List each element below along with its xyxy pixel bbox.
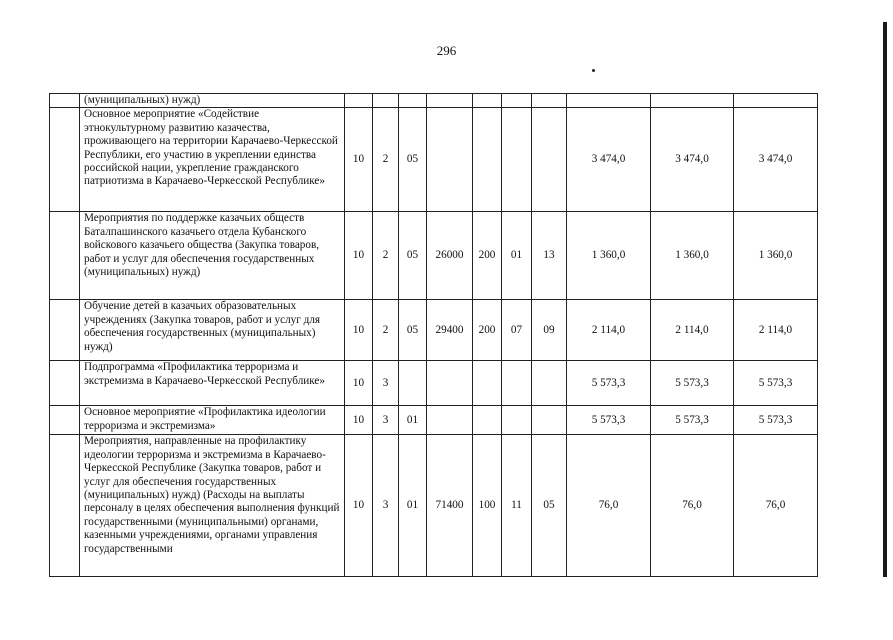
cell-cs1: 05	[399, 300, 427, 361]
cell-vr: 200	[473, 212, 502, 300]
cell-rz: 10	[345, 212, 373, 300]
cell-rz	[345, 94, 373, 108]
cell-y3: 76,0	[734, 435, 818, 577]
scan-edge-bar	[883, 22, 887, 577]
item-name-cell: Мероприятия, направленные на профилактику идеологии терроризма и экстремизма в Карачаево-Черкесской Республике (Закупка товаров, работ и услуг для обеспечения государственных (муниципальных) нужд) (Расходы на выплаты персоналу в целях обеспечения выполнения функций государственными (муниципальными) органами, казенными учреждениями, органами управления государственными	[80, 435, 345, 577]
cell-cs1: 05	[399, 212, 427, 300]
cell-c6	[502, 94, 532, 108]
cell-y1: 5 573,3	[567, 361, 651, 406]
cell-y2	[651, 94, 734, 108]
cell-c6	[502, 406, 532, 435]
table-row	[50, 406, 818, 435]
cell-y2: 5 573,3	[651, 406, 734, 435]
table-row	[50, 300, 818, 361]
cell-y2: 3 474,0	[651, 108, 734, 212]
cell-c7	[532, 108, 567, 212]
cell-vr	[473, 406, 502, 435]
cell-y3: 3 474,0	[734, 108, 818, 212]
cell-c7: 13	[532, 212, 567, 300]
cell-cs1: 01	[399, 406, 427, 435]
cell-y2: 76,0	[651, 435, 734, 577]
cell-y2: 1 360,0	[651, 212, 734, 300]
cell-y1: 1 360,0	[567, 212, 651, 300]
cell-cs1: 01	[399, 435, 427, 577]
cell-c6: 11	[502, 435, 532, 577]
cell-vr: 200	[473, 300, 502, 361]
cell-cs1	[399, 361, 427, 406]
cell-cs2	[427, 94, 473, 108]
cell-rz: 10	[345, 361, 373, 406]
cell-cs2: 29400	[427, 300, 473, 361]
row-number-cell	[50, 406, 80, 435]
row-number-cell	[50, 300, 80, 361]
cell-y3: 1 360,0	[734, 212, 818, 300]
cell-rz: 10	[345, 406, 373, 435]
cell-c6	[502, 108, 532, 212]
cell-vr	[473, 94, 502, 108]
table-row	[50, 108, 818, 212]
cell-y1: 5 573,3	[567, 406, 651, 435]
cell-pr	[373, 94, 399, 108]
row-number-cell	[50, 108, 80, 212]
cell-rz: 10	[345, 435, 373, 577]
cell-c6	[502, 361, 532, 406]
cell-y1	[567, 94, 651, 108]
page-number: 296	[436, 43, 457, 58]
row-number-cell	[50, 435, 80, 577]
cell-y2: 5 573,3	[651, 361, 734, 406]
cell-cs1	[399, 94, 427, 108]
cell-c7	[532, 406, 567, 435]
table-row	[50, 94, 818, 108]
table-row	[50, 361, 818, 406]
item-name-cell: Подпрограмма «Профилактика терроризма и экстремизма в Карачаево-Черкесской Республике»	[80, 361, 345, 406]
cell-vr	[473, 108, 502, 212]
cell-rz: 10	[345, 108, 373, 212]
row-number-cell	[50, 361, 80, 406]
row-number-cell	[50, 94, 80, 108]
budget-table	[49, 93, 818, 577]
cell-cs2: 26000	[427, 212, 473, 300]
cell-y2: 2 114,0	[651, 300, 734, 361]
cell-cs2	[427, 361, 473, 406]
cell-pr: 2	[373, 212, 399, 300]
cell-c7	[532, 361, 567, 406]
cell-y3: 5 573,3	[734, 406, 818, 435]
cell-c7	[532, 94, 567, 108]
item-name-cell: Основное мероприятие «Содействие этнокультурному развитию казачества, проживающего на территории Карачаево-Черкесской Республики, его участию в укреплении единства российской нации, укрепление гражданского патриотизма в Карачаево-Черкесской Республике»	[80, 108, 345, 212]
scan-speck	[592, 69, 595, 72]
cell-c7: 09	[532, 300, 567, 361]
table-row	[50, 435, 818, 577]
cell-y3: 2 114,0	[734, 300, 818, 361]
cell-pr: 2	[373, 108, 399, 212]
cell-c6: 07	[502, 300, 532, 361]
cell-vr: 100	[473, 435, 502, 577]
cell-cs2: 71400	[427, 435, 473, 577]
cell-y1: 2 114,0	[567, 300, 651, 361]
item-name-cell: Мероприятия по поддержке казачьих обществ Баталпашинского казачьего отдела Кубанского войскового казачьего общества (Закупка товаров, работ и услуг для обеспечения государственных (муниципальных) нужд)	[80, 212, 345, 300]
cell-rz: 10	[345, 300, 373, 361]
cell-pr: 3	[373, 406, 399, 435]
cell-cs1: 05	[399, 108, 427, 212]
cell-y3: 5 573,3	[734, 361, 818, 406]
cell-c7: 05	[532, 435, 567, 577]
cell-pr: 2	[373, 300, 399, 361]
cell-cs2	[427, 406, 473, 435]
cell-y1: 76,0	[567, 435, 651, 577]
item-name-cell: Основное мероприятие «Профилактика идеологии терроризма и экстремизма»	[80, 406, 345, 435]
item-name-cell: (муниципальных) нужд)	[80, 94, 345, 108]
cell-y3	[734, 94, 818, 108]
item-name-cell: Обучение детей в казачьих образовательных учреждениях (Закупка товаров, работ и услуг для обеспечения государственных (муниципальных) нужд)	[80, 300, 345, 361]
cell-c6: 01	[502, 212, 532, 300]
cell-pr: 3	[373, 435, 399, 577]
cell-pr: 3	[373, 361, 399, 406]
table-row	[50, 212, 818, 300]
cell-y1: 3 474,0	[567, 108, 651, 212]
cell-vr	[473, 361, 502, 406]
row-number-cell	[50, 212, 80, 300]
cell-cs2	[427, 108, 473, 212]
